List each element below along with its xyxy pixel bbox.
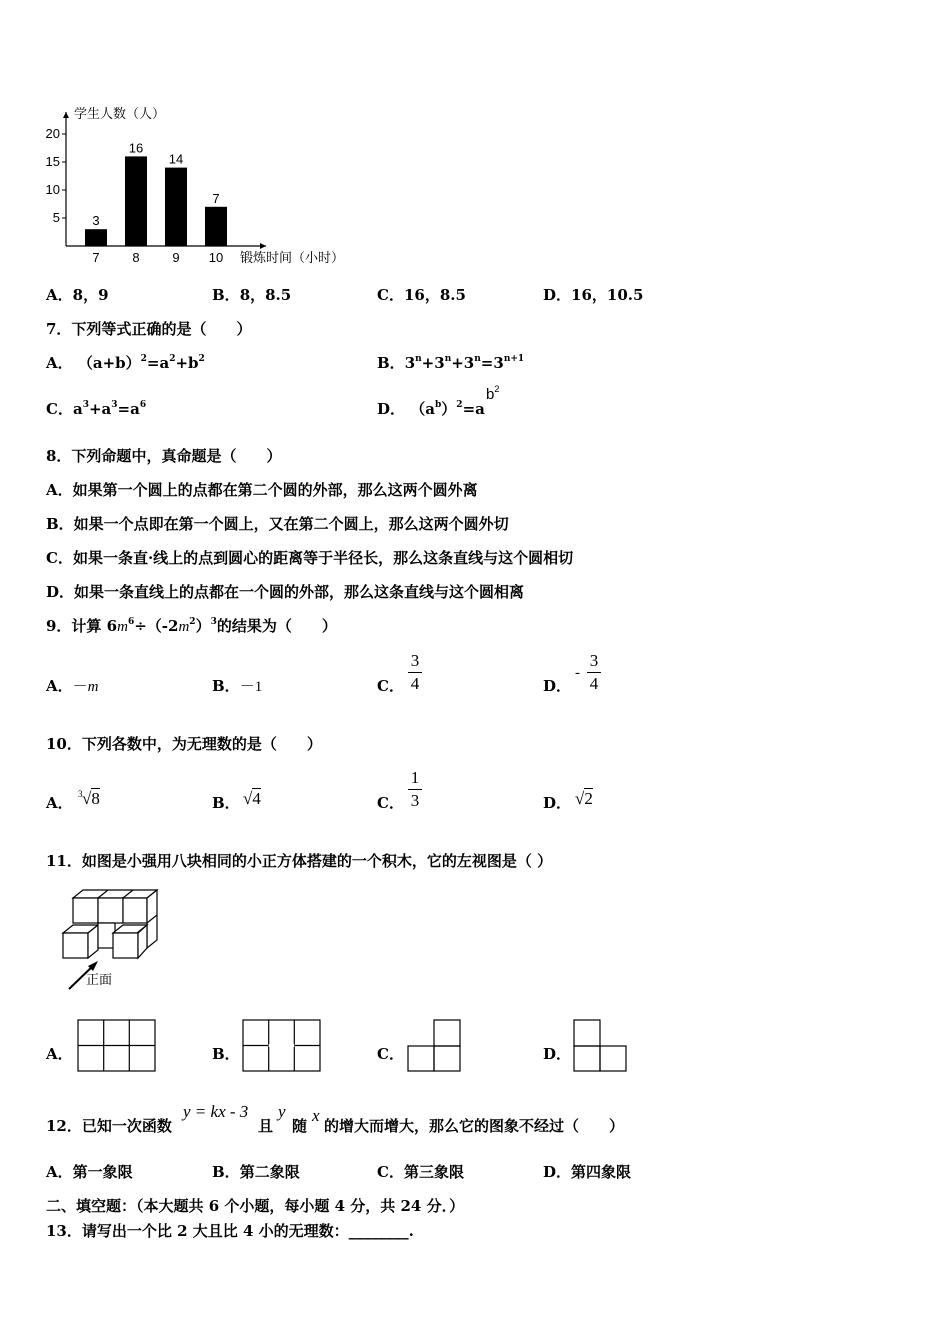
q11-front-label: 正面 [86, 972, 113, 987]
q11-option-c-figure [407, 1019, 467, 1073]
q11-option-c-letter: C． [377, 1045, 404, 1063]
q10-option-c-letter: C． [377, 794, 404, 812]
q9-option-d-minus: - [575, 665, 580, 681]
q12-option-c: C．第三象限 [377, 1163, 464, 1181]
q7-option-a: A． $(a+b)^2=a^2+b^2$ [46, 354, 205, 372]
section-2-heading: 二、填空题：（本大题共 6 个小题，每小题 4 分，共 24 分．） [46, 1197, 465, 1215]
q6-option-d: D．16，10.5 [543, 286, 644, 304]
bar-9 [165, 168, 187, 246]
bar-7 [85, 229, 107, 246]
q8-option-c: C．如果一条直·线上的点到圆心的距离等于半径长，那么这条直线与这个圆相切 [46, 549, 574, 567]
q12-formula: y = kx - 3 [183, 1102, 249, 1121]
q12-stem-1: 12．已知一次函数 [46, 1117, 172, 1135]
q11-option-b-letter: B． [212, 1045, 240, 1063]
bar-chart [40, 100, 370, 270]
q11-option-a-figure [77, 1019, 157, 1073]
x-tick-label-9: 9 [172, 250, 180, 265]
y-tick-label: 5 [52, 210, 60, 225]
chart-axes [62, 112, 266, 249]
x-axis-arrow [260, 243, 266, 249]
q9-option-c-fraction: 3 4 [408, 651, 422, 694]
q12-option-a: A．第一象限 [46, 1163, 133, 1181]
q7-option-b: B．$3^n+3^n+3^n=3^{n+1}$ [377, 354, 525, 372]
q8-stem: 8．下列命题中，真命题是（ ） [46, 447, 282, 465]
q11-option-a-letter: A． [46, 1045, 73, 1063]
chart-bars [85, 156, 227, 246]
data-label-9: 14 [168, 151, 184, 167]
q6-option-c: C．16，8.5 [377, 286, 466, 304]
q8-option-a: A．如果第一个圆上的点都在第二个圆的外部，那么这两个圆外离 [46, 481, 478, 499]
q9-option-d-fraction: 3 4 [587, 651, 601, 694]
q10-option-a-letter: A． [46, 794, 73, 812]
q10-option-d-sqrt: √2 [575, 789, 593, 808]
q11-option-d-figure [573, 1019, 633, 1073]
q10-stem: 10．下列各数中，为无理数的是（ ） [46, 735, 322, 753]
q12-option-b: B．第二象限 [212, 1163, 300, 1181]
q10-option-a-cuberoot: 3 √8 [78, 789, 100, 808]
q7-stem: 7．下列等式正确的是（ ） [46, 320, 252, 338]
bar-8 [125, 156, 147, 246]
q8-option-b: B．如果一个点即在第一个圆上，又在第二个圆上，那么这两个圆外切 [46, 515, 509, 533]
bar-10 [205, 207, 227, 246]
q9-option-c-letter: C． [377, 677, 404, 695]
q8-option-d: D．如果一条直线上的点都在一个圆的外部，那么这条直线与这个圆相离 [46, 583, 525, 601]
q11-stem: 11．如图是小强用八块相同的小正方体搭建的一个积木，它的左视图是（ ） [46, 852, 553, 870]
q10-option-d-letter: D． [543, 794, 572, 812]
q10-option-b-sqrt: √4 [243, 789, 261, 808]
y-tick-label: 10 [45, 182, 60, 197]
data-label-7: 3 [92, 213, 100, 229]
x-tick-label-8: 8 [132, 250, 140, 265]
q11-block-figure [55, 884, 175, 994]
q9-option-a: A．－m [46, 677, 99, 695]
y-tick-label: 20 [45, 126, 60, 141]
q10-option-c-fraction: 1 3 [408, 768, 422, 811]
x-tick-label-10: 10 [208, 250, 224, 265]
x-tick-label-7: 7 [92, 250, 100, 265]
q12-var-x: x [312, 1106, 320, 1125]
y-tick-label: 15 [45, 154, 60, 169]
q6-option-b: B．8，8.5 [212, 286, 292, 304]
q12-stem-4: 的增大而增大，那么它的图象不经过（ ） [324, 1117, 625, 1135]
q7-d-exponent: $b^2$ [486, 384, 500, 403]
q9-option-d-letter: D． [543, 677, 572, 695]
y-axis-label: 学生人数（人） [74, 106, 166, 121]
q9-option-b: B．－1 [212, 677, 263, 695]
q11-option-d-letter: D． [543, 1045, 572, 1063]
q12-var-y: y [278, 1102, 286, 1121]
q9-stem: 9．计算 $6m^6\div(-2m^2)^3$的结果为（ ） [46, 617, 337, 635]
data-label-10: 7 [212, 190, 220, 206]
q12-option-d: D．第四象限 [543, 1163, 632, 1181]
y-axis-arrow [63, 112, 69, 118]
q13-stem: 13．请写出一个比 2 大且比 4 小的无理数：________. [46, 1222, 414, 1240]
x-axis-label: 锻炼时间（小时） [240, 250, 345, 265]
q12-stem-2: 且 [258, 1117, 274, 1135]
data-label-8: 16 [128, 140, 144, 156]
q11-option-b-figure [242, 1019, 322, 1073]
q7-option-d: D． $(a^b)^2=a$ [377, 400, 485, 418]
q7-option-c: C．$a^3+a^3=a^6$ [46, 400, 147, 418]
q6-option-a: A．8，9 [46, 286, 109, 304]
q10-option-b-letter: B． [212, 794, 240, 812]
q12-stem-3: 随 [292, 1117, 308, 1135]
